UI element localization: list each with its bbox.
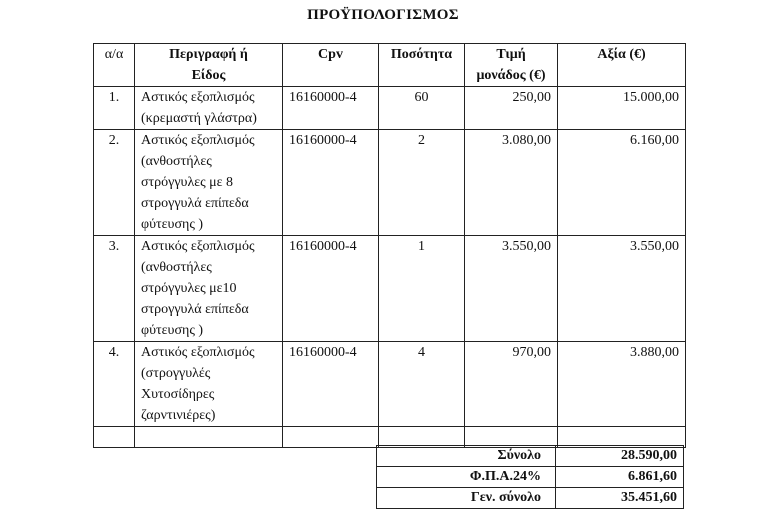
- row-value: 15.000,00: [558, 87, 686, 130]
- vat-label: Φ.Π.Α.24%: [377, 467, 556, 488]
- budget-table: [93, 43, 686, 448]
- row-description: [135, 342, 283, 427]
- row-description: [135, 236, 283, 342]
- totals-table: [376, 445, 684, 509]
- document-title: ΠΡΟΫΠΟΛΟΓΙΣΜΟΣ: [307, 7, 459, 23]
- header-value: Αξία (€): [558, 44, 686, 87]
- description-line: Αστικός εξοπλισμός: [141, 90, 255, 105]
- row-description: [135, 130, 283, 236]
- header-unit-price: [465, 44, 558, 87]
- row-unit-price: 970,00: [465, 342, 558, 427]
- row-index: 2.: [94, 130, 135, 236]
- subtotal-value: 28.590,00: [556, 446, 684, 467]
- description-line: στρογγυλά επίπεδα: [141, 302, 249, 317]
- header-cpv: Cpv: [283, 44, 379, 87]
- description-line: ζαρντινιέρες): [141, 408, 216, 423]
- header-description-line1: Περιγραφή ή: [169, 47, 248, 62]
- grand-total-value: 35.451,60: [556, 488, 684, 509]
- table-header-row: [94, 44, 686, 87]
- description-line: (στρογγυλές: [141, 366, 211, 381]
- empty-cell: [94, 427, 135, 448]
- description-line: στρόγγυλες με10: [141, 281, 237, 296]
- description-line: Αστικός εξοπλισμός: [141, 239, 255, 254]
- subtotal-label: Σύνολο: [377, 446, 556, 467]
- header-unit-price-line1: Τιμή: [496, 47, 526, 62]
- description-line: στρόγγυλες με 8: [141, 175, 234, 190]
- table-row: [94, 130, 686, 236]
- description-line: (ανθοστήλες: [141, 260, 212, 275]
- row-unit-price: 3.080,00: [465, 130, 558, 236]
- header-description-line2: Είδος: [191, 68, 226, 83]
- vat-value: 6.861,60: [556, 467, 684, 488]
- subtotal-row: [377, 446, 684, 467]
- table-row: [94, 236, 686, 342]
- row-cpv: 16160000-4: [283, 130, 379, 236]
- header-description: [135, 44, 283, 87]
- row-unit-price: 3.550,00: [465, 236, 558, 342]
- header-quantity: Ποσότητα: [379, 44, 465, 87]
- empty-cell: [283, 427, 379, 448]
- row-value: 6.160,00: [558, 130, 686, 236]
- row-index: 1.: [94, 87, 135, 130]
- row-index: 4.: [94, 342, 135, 427]
- row-index: 3.: [94, 236, 135, 342]
- description-line: Αστικός εξοπλισμός: [141, 133, 255, 148]
- row-quantity: 60: [379, 87, 465, 130]
- header-unit-price-line2: μονάδος (€): [476, 68, 546, 83]
- row-quantity: 4: [379, 342, 465, 427]
- description-line: Χυτοσίδηρες: [141, 387, 215, 402]
- description-line: φύτευσης ): [141, 217, 204, 232]
- row-description: [135, 87, 283, 130]
- description-line: (ανθοστήλες: [141, 154, 212, 169]
- row-unit-price: 250,00: [465, 87, 558, 130]
- description-line: (κρεμαστή γλάστρα): [141, 111, 257, 126]
- empty-cell: [135, 427, 283, 448]
- table-row: [94, 87, 686, 130]
- description-line: Αστικός εξοπλισμός: [141, 345, 255, 360]
- grand-total-label: Γεν. σύνολο: [377, 488, 556, 509]
- vat-row: [377, 467, 684, 488]
- grand-total-row: [377, 488, 684, 509]
- row-value: 3.880,00: [558, 342, 686, 427]
- header-aa: α/α: [94, 44, 135, 87]
- description-line: στρογγυλά επίπεδα: [141, 196, 249, 211]
- row-cpv: 16160000-4: [283, 87, 379, 130]
- row-value: 3.550,00: [558, 236, 686, 342]
- table-row: [94, 342, 686, 427]
- row-quantity: 2: [379, 130, 465, 236]
- description-line: φύτευσης ): [141, 323, 204, 338]
- row-cpv: 16160000-4: [283, 342, 379, 427]
- row-cpv: 16160000-4: [283, 236, 379, 342]
- row-quantity: 1: [379, 236, 465, 342]
